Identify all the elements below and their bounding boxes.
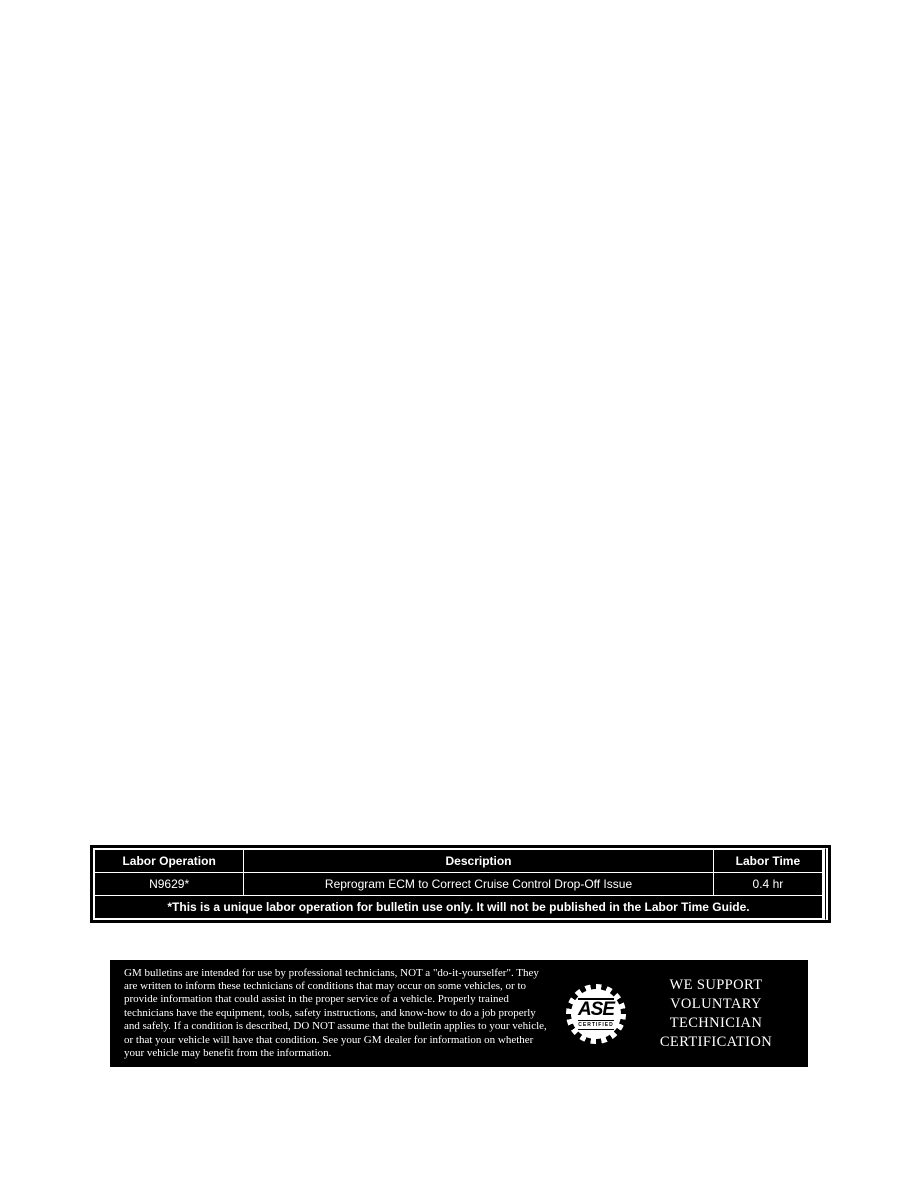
support-line-3: TECHNICIAN — [669, 1014, 763, 1031]
cell-description: Reprogram ECM to Correct Cruise Control Drop-Off Issue — [244, 873, 714, 896]
table-row — [95, 873, 823, 896]
labor-operation-table-frame — [90, 845, 831, 923]
cell-labor-time: 0.4 hr — [713, 873, 822, 896]
ase-certified-logo-icon — [566, 984, 626, 1044]
table-header-row — [95, 850, 823, 873]
ase-logo-center — [566, 984, 626, 1044]
voluntary-certification-statement — [632, 976, 800, 1052]
support-line-2: VOLUNTARY — [670, 995, 762, 1012]
table-footnote-row — [95, 896, 823, 919]
table-footnote: *This is a unique labor operation for bulletin use only. It will not be published in the Labor Time Guide. — [95, 896, 823, 919]
column-header-labor-time: Labor Time — [713, 850, 822, 873]
ase-certified-label: CERTIFIED — [578, 1021, 614, 1028]
support-line-4: CERTIFICATION — [659, 1033, 773, 1050]
labor-operation-table-border — [93, 848, 828, 920]
labor-operation-table — [94, 849, 823, 919]
ase-acronym-label: ASE — [577, 998, 615, 1020]
column-header-description: Description — [244, 850, 714, 873]
column-header-labor-operation: Labor Operation — [95, 850, 244, 873]
gm-disclaimer-text: GM bulletins are intended for use by professional technicians, NOT a "do-it-yourselfer". They are written to inform these technicians of conditions that may occur on some vehicles, or to provide information that could assist in the proper service of a vehicle. Properly trained technicians have the equipment, tools, safety instructions, and know-how to do a job properly and safely. If a condition is described, DO NOT assume that the bulletin applies to your vehicle, or that your vehicle will have that condition. See your GM dealer for information on whether your vehicle may benefit from the information. — [124, 966, 547, 1060]
cell-labor-operation: N9629* — [95, 873, 244, 896]
footer-disclaimer-bar — [110, 960, 808, 1067]
support-line-1: WE SUPPORT — [669, 976, 763, 993]
